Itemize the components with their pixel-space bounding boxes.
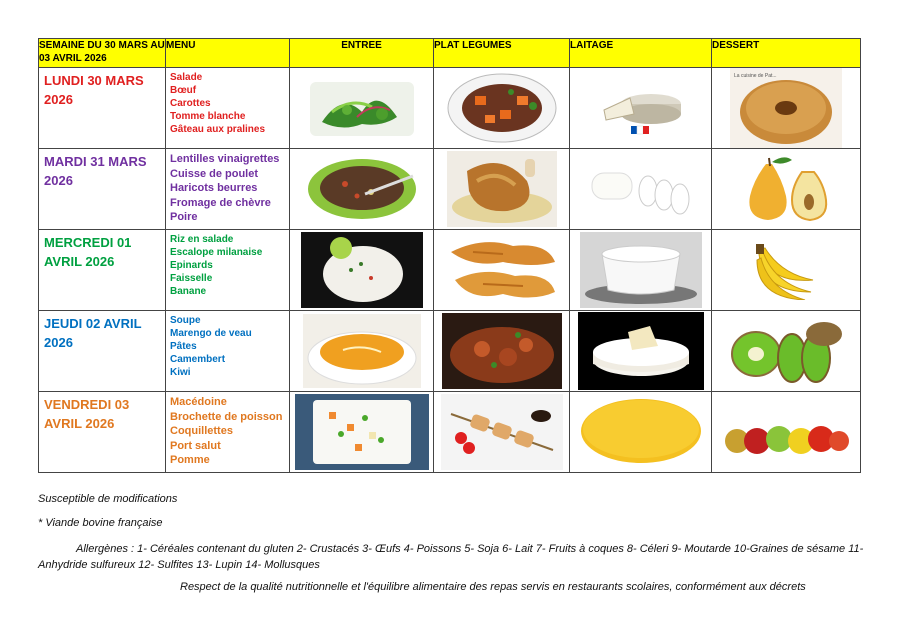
menu-item: Brochette de poisson — [170, 410, 283, 423]
menu-items — [166, 392, 289, 471]
menu-items — [166, 68, 289, 139]
menu-item: Epinards — [170, 260, 213, 271]
macedoine-image — [290, 392, 433, 472]
menu-table — [38, 38, 861, 473]
menu-item: Pomme — [170, 454, 210, 466]
menu-items — [166, 230, 289, 301]
port-salut-image — [570, 392, 711, 472]
plat-header: PLAT LEGUMES — [434, 39, 570, 68]
day-label: MERCREDI 01 AVRIL 2026 — [44, 235, 132, 269]
menu-item: Poire — [170, 211, 198, 223]
menu-items — [166, 149, 289, 228]
faisselle-image — [570, 230, 711, 310]
banana-image — [712, 230, 860, 310]
day-row-mardi — [39, 149, 861, 230]
veal-marengo-image — [434, 311, 569, 391]
menu-item: Macédoine — [170, 396, 227, 408]
menu-item: Haricots beurres — [170, 182, 258, 194]
day-row-jeudi — [39, 311, 861, 392]
rice-salad-image — [290, 230, 433, 310]
day-row-vendredi — [39, 392, 861, 473]
header-row — [39, 39, 861, 68]
kiwi-image — [712, 311, 860, 391]
camembert-image — [570, 311, 711, 391]
menu-item: Gâteau aux pralines — [170, 124, 266, 135]
menu-item: Cuisse de poulet — [170, 167, 259, 180]
entree-header: ENTREE — [290, 39, 434, 68]
menu-item: Faisselle — [170, 273, 213, 284]
menu-item: Lentilles vinaigrettes — [170, 153, 280, 165]
fish-skewer-image — [434, 392, 569, 472]
menu-item: Carottes — [170, 98, 211, 109]
menu-item: Escalope milanaise — [170, 247, 263, 258]
modification-note: Susceptible de modifications — [38, 493, 178, 505]
menu-item: Fromage de chèvre — [170, 196, 271, 209]
apples-image — [712, 392, 860, 472]
tomme-image — [570, 68, 711, 148]
day-label: JEUDI 02 AVRIL 2026 — [44, 316, 142, 350]
menu-header: MENU — [166, 39, 290, 68]
menu-item: Pâtes — [170, 341, 197, 352]
cake-caption: La cuisine de Pat... — [734, 73, 777, 79]
menu-item: Soupe — [170, 315, 201, 326]
menu-items — [166, 311, 289, 382]
salad-image — [290, 68, 433, 148]
menu-item: Salade — [170, 72, 203, 83]
day-label: LUNDI 30 MARS 2026 — [44, 73, 144, 107]
menu-item: Port salut — [170, 439, 221, 452]
menu-item: Bœuf — [170, 85, 197, 96]
dessert-header: DESSERT — [712, 39, 861, 68]
allergens-note: Allergènes : 1- Céréales contenant du gluten 2- Crustacés 3- Œufs 4- Poissons 5- Soja 6- Lait 7- Fruits à coques 8- Céleri 9- Moutarde 10-Graines de sésame 11-Anhydride sulfureux 12- Sulfites 13- Lupin 14- Mollusques — [38, 543, 864, 571]
beef-origin-note: * Viande bovine française — [38, 517, 163, 529]
menu-item: Coquillettes — [170, 425, 233, 437]
week-header: SEMAINE DU 30 MARS AU 03 AVRIL 2026 — [39, 39, 166, 68]
praline-cake-image — [712, 68, 860, 148]
lentils-image — [290, 149, 433, 229]
laitage-header: LAITAGE — [570, 39, 712, 68]
day-label: VENDREDI 03 AVRIL 2026 — [44, 397, 130, 431]
soup-image — [290, 311, 433, 391]
chicken-leg-image — [434, 149, 569, 229]
menu-item: Camembert — [170, 354, 226, 365]
escalope-image — [434, 230, 569, 310]
pear-image — [712, 149, 860, 229]
day-label: MARDI 31 MARS 2026 — [44, 154, 147, 188]
day-row-mercredi — [39, 230, 861, 311]
nutrition-quality-note: Respect de la qualité nutritionnelle et l'équilibre alimentaire des repas servis en restaurants scolaires, conformément aux décrets — [180, 581, 806, 593]
goat-cheese-image — [570, 149, 711, 229]
day-row-lundi — [39, 68, 861, 149]
menu-item: Kiwi — [170, 367, 191, 378]
beef-carrots-image — [434, 68, 569, 148]
menu-item: Marengo de veau — [170, 328, 252, 339]
menu-item: Tomme blanche — [170, 111, 246, 122]
menu-item: Riz en salade — [170, 234, 234, 245]
menu-item: Banane — [170, 286, 207, 297]
